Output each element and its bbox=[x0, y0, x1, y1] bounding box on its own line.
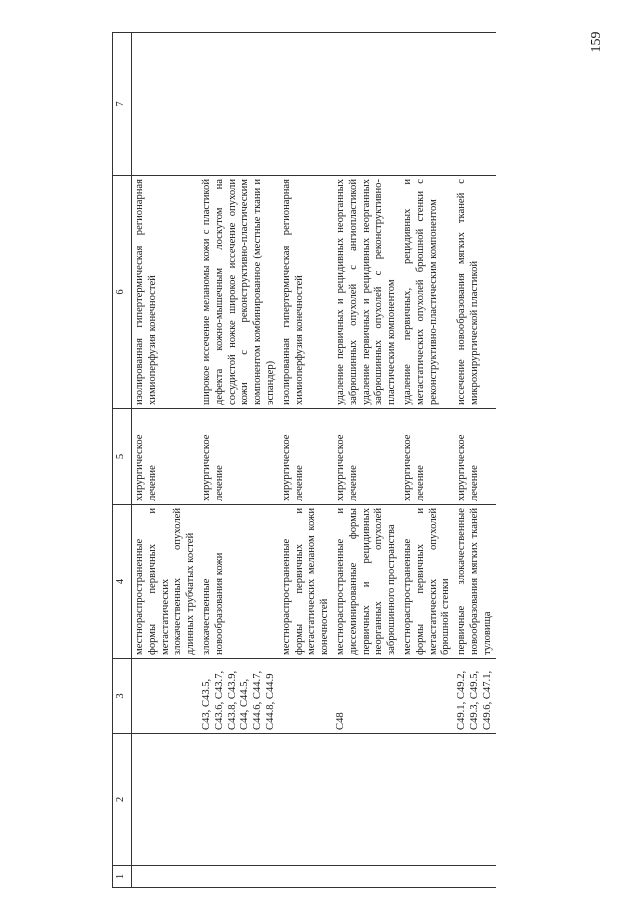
cell-treatment: хирургическое лечение bbox=[132, 409, 199, 505]
column-header: 6 bbox=[113, 176, 132, 409]
cell-col7 bbox=[132, 33, 199, 176]
table-row bbox=[333, 33, 400, 888]
cell-col2 bbox=[199, 734, 279, 866]
cell-diagnosis: первичные злокачественные новообразования мягких тканей туловища bbox=[454, 505, 495, 659]
cell-treatment: хирургическое лечение bbox=[199, 409, 279, 505]
column-header: 4 bbox=[113, 505, 132, 659]
cell-method: изолированная гипертермическая регионарная химиоперфузия конечностей bbox=[132, 176, 199, 409]
cell-codes: C49.1, C49.2, C49.3, C49.5, C49.6, C47.1, bbox=[454, 659, 495, 734]
table-row bbox=[279, 33, 333, 888]
column-header: 5 bbox=[113, 409, 132, 505]
cell-treatment: хирургическое лечение bbox=[400, 409, 454, 505]
cell-diagnosis: местнораспространенные и диссеминированные формы первичных и рецидивных неорганных опухолей забрюшинного пространства bbox=[333, 505, 400, 659]
cell-col1 bbox=[279, 866, 333, 888]
rotated-table-area bbox=[112, 33, 577, 888]
cell-codes bbox=[279, 659, 333, 734]
cell-col2 bbox=[132, 734, 199, 866]
cell-diagnosis: местнораспространенные формы первичных и метастатических злокачественных опухолей длинных трубчатых костей bbox=[132, 505, 199, 659]
cell-col1 bbox=[400, 866, 454, 888]
column-header: 7 bbox=[113, 33, 132, 176]
column-header: 1 bbox=[113, 866, 132, 888]
page-number-text: 159 bbox=[589, 31, 604, 53]
cell-col7 bbox=[199, 33, 279, 176]
cell-col2 bbox=[279, 734, 333, 866]
cell-treatment: хирургическое лечение bbox=[454, 409, 495, 505]
cell-col2 bbox=[400, 734, 454, 866]
cell-codes: C43, C43.5, C43.6, C43.7, C43.8, C43.9, C44, C44.5, C44.6, C44.7, C44.8, C44.9 bbox=[199, 659, 279, 734]
page-number bbox=[585, 22, 609, 62]
cell-codes bbox=[132, 659, 199, 734]
column-header: 2 bbox=[113, 734, 132, 866]
table-row bbox=[454, 33, 495, 888]
procedures-table bbox=[112, 32, 496, 888]
cell-col7 bbox=[333, 33, 400, 176]
cell-col1 bbox=[454, 866, 495, 888]
cell-method: изолированная гипертермическая регионарная химиоперфузия конечностей bbox=[279, 176, 333, 409]
cell-method: удаление первичных и рецидивных неорганных забрюшинных опухолей с ангиопластикой удаление первичных и рецидивных неорганных забрюшинных опухолей с реконструктивно-пластическим компонентом bbox=[333, 176, 400, 409]
cell-col1 bbox=[333, 866, 400, 888]
cell-col2 bbox=[333, 734, 400, 866]
cell-method: удаление первичных, рецидивных и метастатических опухолей брюшной стенки с реконструктивно-пластическим компонентом bbox=[400, 176, 454, 409]
table-row bbox=[400, 33, 454, 888]
cell-col1 bbox=[199, 866, 279, 888]
cell-diagnosis: местнораспространенные формы первичных и метастатических меланом кожи конечностей bbox=[279, 505, 333, 659]
cell-col7 bbox=[279, 33, 333, 176]
cell-col7 bbox=[454, 33, 495, 176]
cell-treatment: хирургическое лечение bbox=[333, 409, 400, 505]
table-row bbox=[132, 33, 199, 888]
cell-method: широкое иссечение меланомы кожи с пластикой дефекта кожно-мышечным лоскутом на сосудистой ножке широкое иссечение опухоли кожи с реконструктивно-пластическим компонентом комбинированное (местные ткани и эспандер) bbox=[199, 176, 279, 409]
cell-col2 bbox=[454, 734, 495, 866]
cell-diagnosis: злокачественные новообразования кожи bbox=[199, 505, 279, 659]
table-row bbox=[199, 33, 279, 888]
cell-codes: C48 bbox=[333, 659, 400, 734]
table-header-row bbox=[113, 33, 132, 888]
cell-codes bbox=[400, 659, 454, 734]
column-header: 3 bbox=[113, 659, 132, 734]
cell-method: иссечение новообразования мягких тканей с микрохирургической пластикой bbox=[454, 176, 495, 409]
cell-col7 bbox=[400, 33, 454, 176]
cell-treatment: хирургическое лечение bbox=[279, 409, 333, 505]
cell-diagnosis: местнораспространенные формы первичных и метастатических опухолей брюшной стенки bbox=[400, 505, 454, 659]
cell-col1 bbox=[132, 866, 199, 888]
